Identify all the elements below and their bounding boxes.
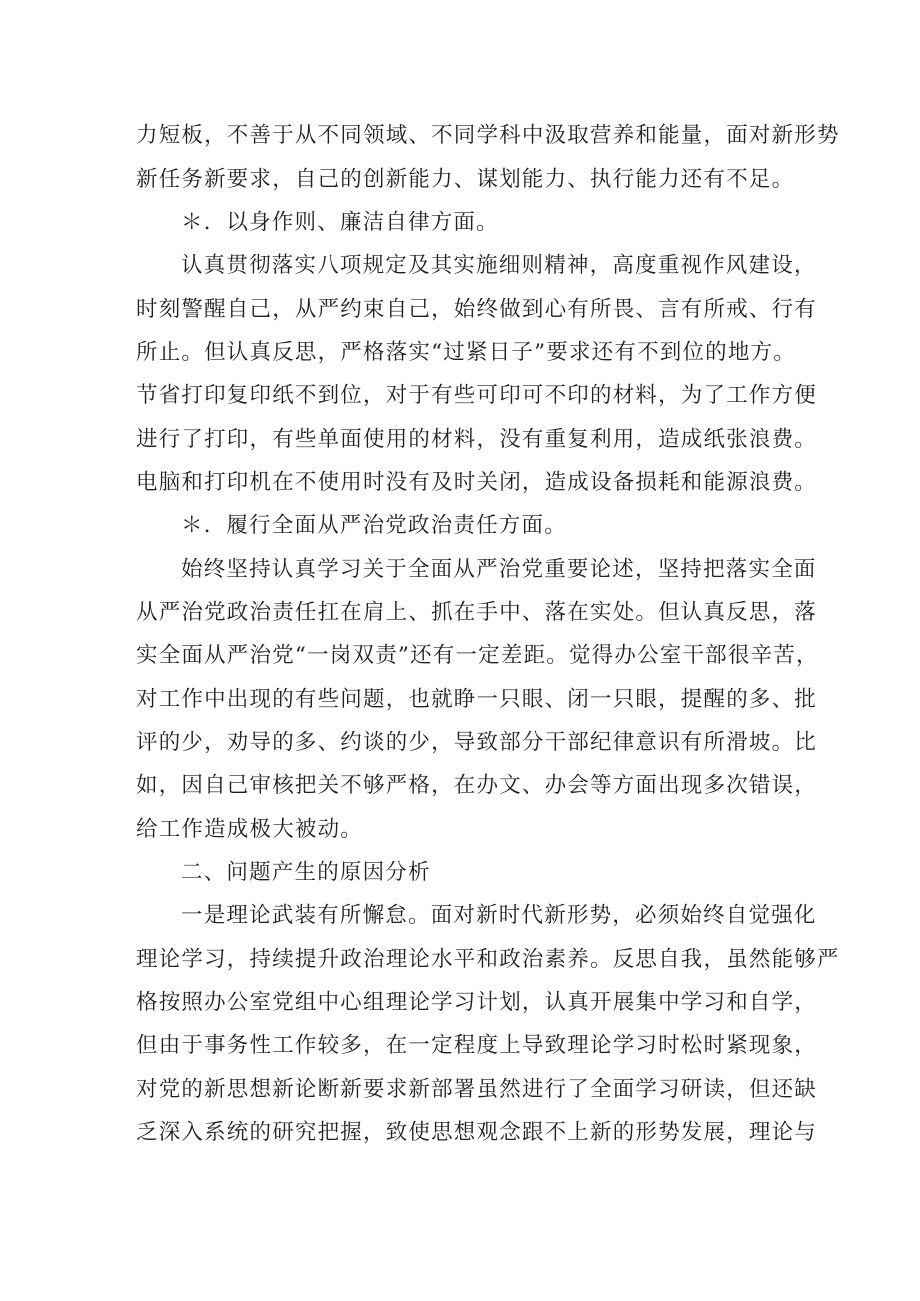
paragraph-line: 但由于事务性工作较多，在一定程度上导致理论学习时松时紧现象， (136, 1033, 818, 1058)
paragraph-line: 格按照办公室党组中心组理论学习计划，认真开展集中学习和自学， (136, 990, 818, 1015)
paragraph-line: 对工作中出现的有些问题，也就睁一只眼、闭一只眼，提醒的多、批 (136, 687, 818, 712)
section-heading: ＊．履行全面从严治党政治责任方面。 (181, 513, 567, 538)
paragraph-line: 力短板，不善于从不同领域、不同学科中汲取营养和能量，面对新形势 (136, 123, 840, 148)
paragraph-line: 给工作造成极大被动。 (136, 817, 364, 842)
paragraph-line: 认真贯彻落实八项规定及其实施细则精神，高度重视作风建设， (181, 253, 817, 278)
paragraph-line: 进行了打印，有些单面使用的材料，没有重复利用，造成纸张浪费。 (136, 427, 818, 452)
paragraph-line: 实全面从严治党“一岗双责”还有一定差距。觉得办公室干部很辛苦， (136, 643, 819, 668)
paragraph-line: 电脑和打印机在不使用时没有及时关闭，造成设备损耗和能源浪费。 (136, 470, 818, 495)
section-heading: 二、问题产生的原因分析 (181, 860, 431, 885)
paragraph-line: 新任务新要求，自己的创新能力、谋划能力、执行能力还有不足。 (136, 167, 795, 192)
paragraph-line: 一是理论武装有所懈怠。面对新时代新形势，必须始终自觉强化 (181, 903, 817, 928)
paragraph-line: 节省打印复印纸不到位，对于有些可印可不印的材料，为了工作方便 (136, 383, 818, 408)
section-heading: ＊．以身作则、廉洁自律方面。 (181, 210, 499, 235)
paragraph-line: 从严治党政治责任扛在肩上、抓在手中、落在实处。但认真反思，落 (136, 600, 818, 625)
paragraph-line: 始终坚持认真学习关于全面从严治党重要论述，坚持把落实全面 (181, 557, 817, 582)
paragraph-line: 评的少，劝导的多、约谈的少，导致部分干部纪律意识有所滑坡。比 (136, 730, 818, 755)
paragraph-line: 如，因自己审核把关不够严格，在办文、办会等方面出现多次错误， (136, 773, 818, 798)
paragraph-line: 所止。但认真反思，严格落实“过紧日子”要求还有不到位的地方。 (136, 340, 796, 365)
paragraph-line: 乏深入系统的研究把握，致使思想观念跟不上新的形势发展，理论与 (136, 1120, 818, 1145)
paragraph-line: 时刻警醒自己，从严约束自己，始终做到心有所畏、言有所戒、行有 (136, 297, 818, 322)
paragraph-line: 理论学习，持续提升政治理论水平和政治素养。反思自我，虽然能够严 (136, 947, 840, 972)
paragraph-line: 对党的新思想新论断新要求新部署虽然进行了全面学习研读，但还缺 (136, 1077, 818, 1102)
